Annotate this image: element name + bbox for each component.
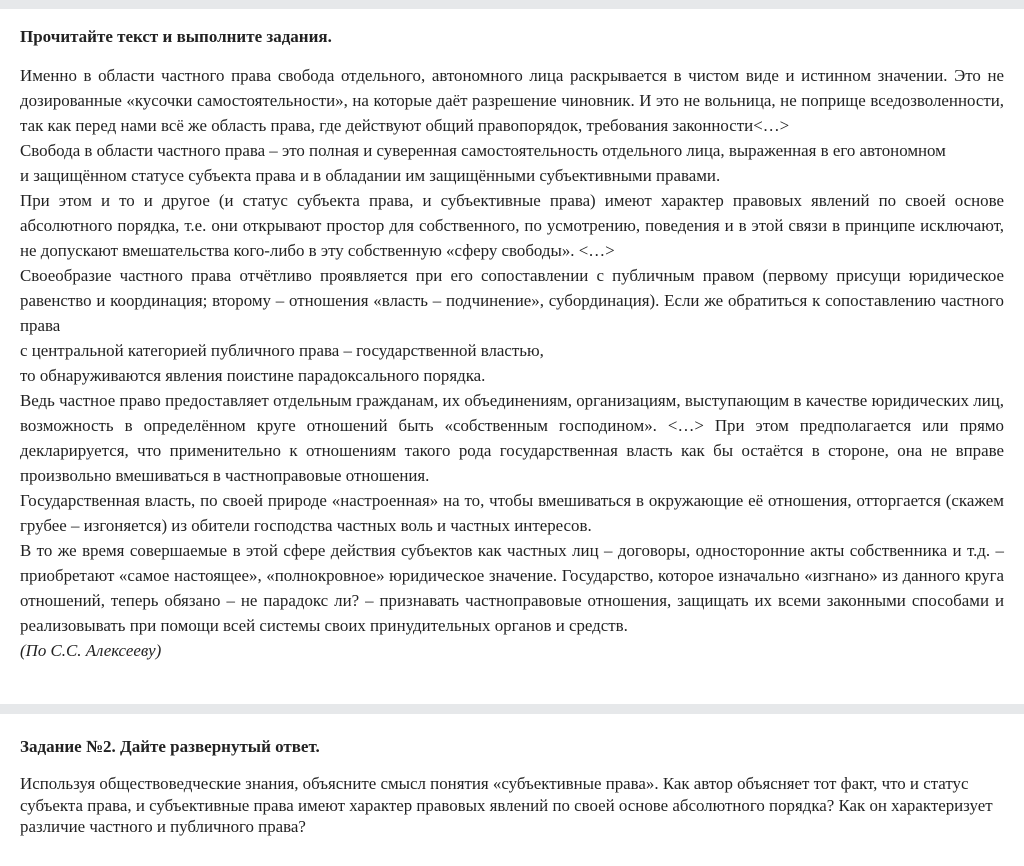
task-card: [0, 714, 1024, 866]
text-paragraph: с центральной категорией публичного права – государственной властью,: [20, 341, 544, 360]
reading-text: [20, 63, 1004, 663]
author-attribution: (По С.С. Алексееву): [20, 641, 162, 660]
reading-heading: Прочитайте текст и выполните задания.: [20, 27, 332, 46]
text-paragraph: то обнаруживаются явления поистине парадоксального порядка.: [20, 366, 486, 385]
top-gap: [0, 0, 1024, 9]
text-paragraph: и защищённом статусе субъекта права и в обладании им защищёнными субъективными правами.: [20, 166, 721, 185]
text-paragraph: Своеобразие частного права отчётливо проявляется при его сопоставлении с публичным правом (первому присущи юридическое равенство и координация; второму – отношения «власть – подчинение», субординация). Если же обратиться к сопоставлению частного права: [20, 266, 1004, 335]
text-paragraph: При этом и то и другое (и статус субъекта права, и субъективные права) имеют характер правовых явлений по своей основе абсолютного порядка, т.е. они открывают простор для собственного, по усмотрению, поведения и в этой связи в принципе исключают, не допускают вмешательства кого-либо в эту собственную «сферу свободы». <…>: [20, 191, 1004, 260]
reading-card: [0, 9, 1024, 704]
task-heading: Задание №2. Дайте развернутый ответ.: [20, 737, 320, 756]
text-paragraph: Именно в области частного права свобода отдельного, автономного лица раскрывается в чистом виде и истинном значении. Это не дозированные «кусочки самостоятельности», на которые даёт разрешение чиновник. И это не вольница, не поприще вседозволенности, так как перед нами всё же область права, где действуют общий правопорядок, требования законности<…>: [20, 66, 1004, 135]
text-paragraph: Свобода в области частного права – это полная и суверенная самостоятельность отдельного лица, выраженная в его автономном: [20, 141, 946, 160]
text-paragraph: Ведь частное право предоставляет отдельным гражданам, их объединениям, организациям, выступающим в качестве юридических лиц, возможность в определённом круге отношений быть «собственным господином». <…> При этом предполагается или прямо декларируется, что применительно к отношениям такого рода государственная власть как бы остаётся в стороне, она не вправе произвольно вмешиваться в частноправовые отношения.: [20, 391, 1004, 485]
text-paragraph: В то же время совершаемые в этой сфере действия субъектов как частных лиц – договоры, односторонние акты собственника и т.д. – приобретают «самое настоящее», «полнокровное» юридическое значение. Государство, которое изначально «изгнано» из данного круга отношений, теперь обязано – не парадокс ли? – признавать частноправовые отношения, защищать их всеми законными способами и реализовывать при помощи всей системы своих принудительных органов и средств.: [20, 541, 1004, 635]
text-paragraph: Государственная власть, по своей природе «настроенная» на то, чтобы вмешиваться в окружающие её отношения, отторгается (скажем грубее – изгоняется) из обители господства частных воль и частных интересов.: [20, 491, 1004, 535]
task-question: Используя обществоведческие знания, объясните смысл понятия «субъективные права». Как автор объясняет тот факт, что и статус субъекта права, и субъективные права имеют характер правовых явлений по своей основе абсолютного порядка? Как он характеризует различие частного и публичного права?: [20, 774, 993, 836]
